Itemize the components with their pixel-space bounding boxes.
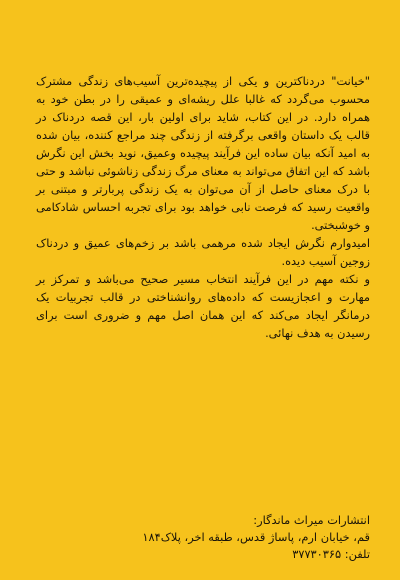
paragraph-intro: "خیانت" دردناکترین و یکی از پیچیده‌ترین آسیب‌های زندگی مشترک محسوب می‌گردد که غالبا علل ریشه‌ای و عمیقی را در بطن خود به همراه دارد. در این کتاب، شاید برای اولین بار، این قصه دردناک در قالب یک داستان واقعی برگرفته از زندگی چند مراجع کننده، بیان شده به امید آنکه بیان ساده این فرآیند پیچیده وعمیق، نوید بخش این نگرش باشد که این اتفاق می‌تواند به معنای مرگ زندگی زناشوئی نباشد و حتی با درک معنای حاصل از آن می‌توان به یک زندگی پربارتر و مبتنی بر واقعیت رسید که فرصت نابی خواهد بود برای تجربه احساس شادکامی و خوشبختی. [36,74,370,232]
publisher-name: انتشارات میراث ماندگار: [253,513,370,527]
paragraph-hope: امیدوارم نگرش ایجاد شده مرهمی باشد بر زخم‌های عمیق و دردناک زوجین آسیب دیده. [36,236,370,268]
paragraph-note: و نکته مهم در این فرآیند انتخاب مسیر صحیح می‌باشد و تمرکز بر مهارت و اعجازیست که داده‌های روانشناختی در قالب تجربیات یک درمانگر ایجاد می‌کند که این همان اصل مهم و ضروری است برای رسیدن به هدف نهائی. [36,272,370,340]
publisher-phone: تلفن: ۳۷۷۳۰۳۶۵ [292,547,370,561]
publisher-info [70,512,370,563]
publisher-address: قم، خیابان ارم، پاساژ قدس، طبقه اخر، پلاک۱۸۴ [142,530,370,544]
description-text [36,72,370,342]
